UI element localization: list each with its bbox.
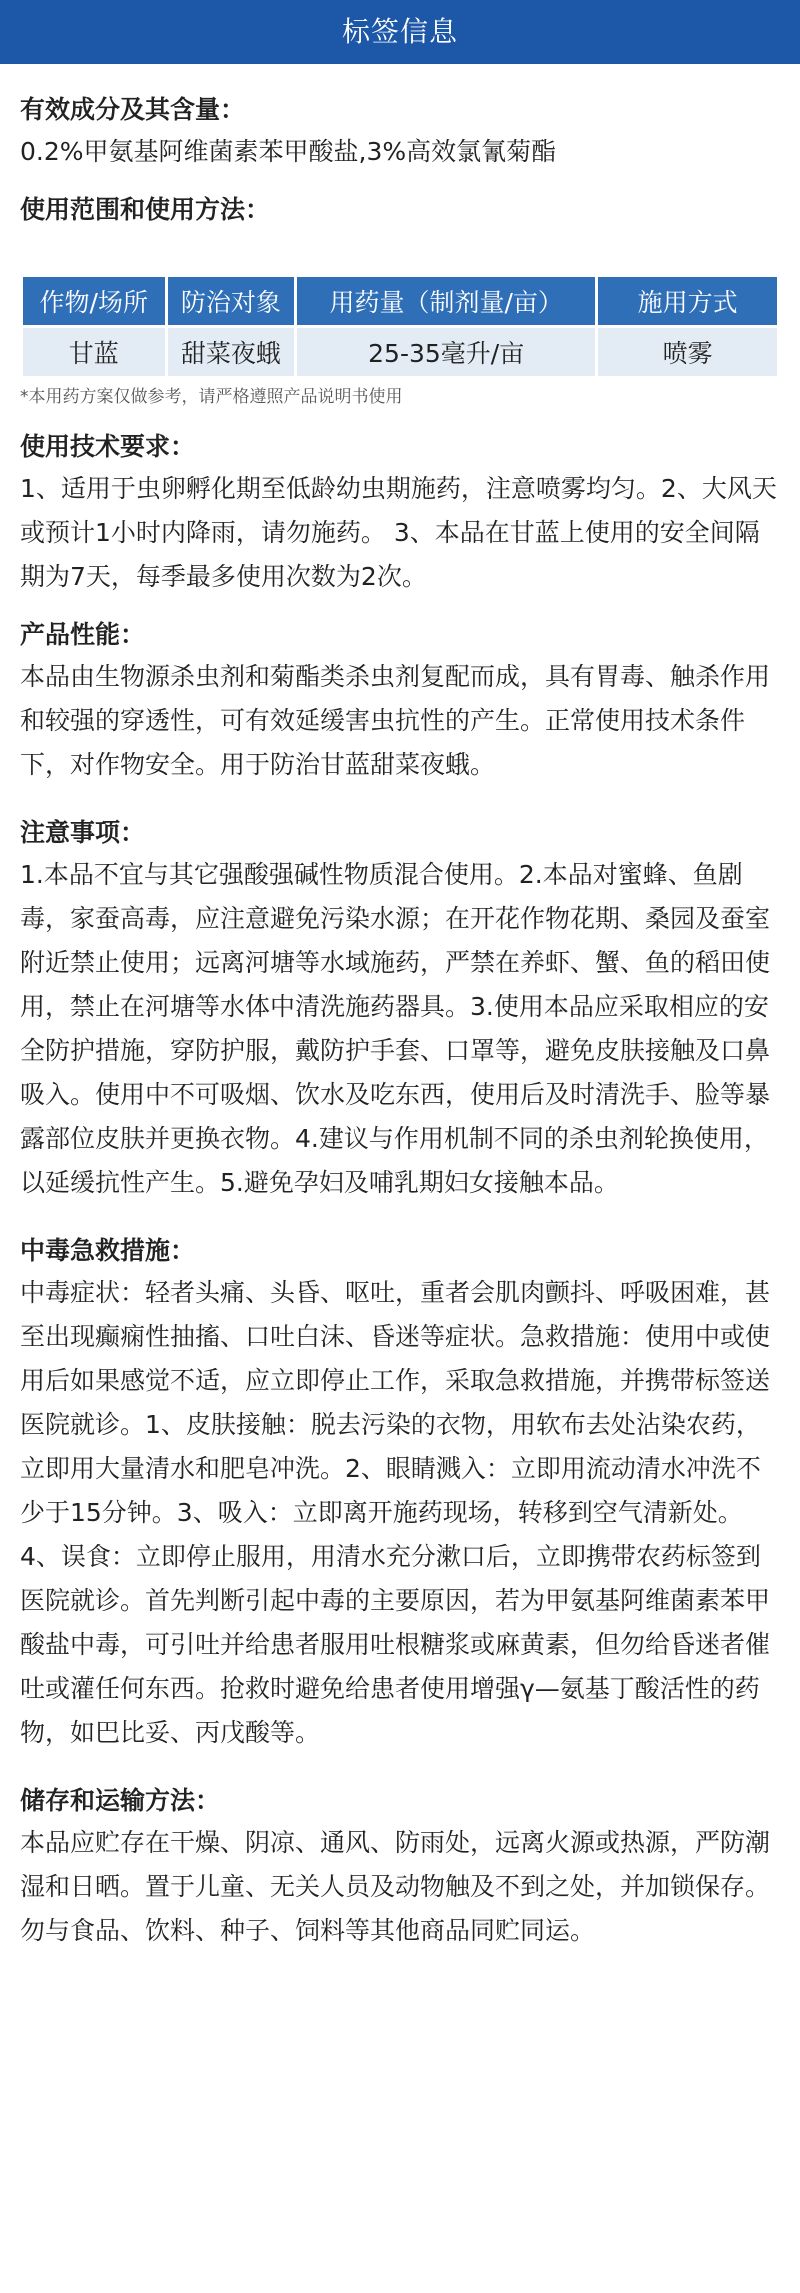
usage-table-header-row [23,277,777,325]
table-row [23,328,777,376]
performance-title: 产品性能： [20,620,146,649]
page-header [0,0,800,64]
usage-cell-method: 喷雾 [598,328,777,376]
firstaid-text: 中毒症状：轻者头痛、头昏、呕吐，重者会肌肉颤抖、呼吸困难，甚至出现癫痫性抽搐、口吐白沫、昏迷等症状。急救措施：使用中或使用后如果感觉不适，应立即停止工作，采取急救措施，并携带标签送医院就诊。1、皮肤接触：脱去污染的衣物，用软布去处沾染农药，立即用大量清水和肥皂冲洗。2、眼睛溅入：立即用流动清水冲洗不少于15分钟。3、吸入：立即离开施药现场，转移到空气清新处。4、误食：立即停止服用，用清水充分漱口后，立即携带农药标签到医院就诊。首先判断引起中毒的主要原因，若为甲氨基阿维菌素苯甲酸盐中毒，可引吐并给患者服用吐根糖浆或麻黄素，但勿给昏迷者催吐或灌任何东西。抢救时避免给患者使用增强γ—氨基丁酸活性的药物，如巴比妥、丙戊酸等。 [20,1278,771,1747]
usage-col-target: 防治对象 [168,277,295,325]
page-title: 标签信息 [341,15,458,48]
ingredients-title: 有效成分及其含量： [20,95,246,124]
cautions-text: 1.本品不宜与其它强酸强碱性物质混合使用。2.本品对蜜蜂、鱼剧毒，家蚕高毒，应注意避免污染水源；在开花作物花期、桑园及蚕室附近禁止使用；远离河塘等水域施药，严禁在养虾、蟹、鱼的稻田使用，禁止在河塘等水体中清洗施药器具。3.使用本品应采取相应的安全防护措施，穿防护服，戴防护手套、口罩等，避免皮肤接触及口鼻吸入。使用中不可吸烟、饮水及吃东西，使用后及时清洗手、脸等暴露部位皮肤并更换衣物。4.建议与作用机制不同的杀虫剂轮换使用，以延缓抗性产生。5.避免孕妇及哺乳期妇女接触本品。 [20,860,771,1197]
cautions-title: 注意事项： [20,818,146,847]
usage-table [20,274,780,379]
storage-title: 储存和运输方法： [20,1786,221,1815]
usage-cell-target: 甜菜夜蛾 [168,328,295,376]
firstaid-title: 中毒急救措施： [20,1236,196,1265]
ingredients-text: 0.2%甲氨基阿维菌素苯甲酸盐,3%高效氯氰菊酯 [20,137,557,166]
usage-cell-crop: 甘蓝 [23,328,165,376]
tech-title: 使用技术要求： [20,432,196,461]
tech-text: 1、适用于虫卵孵化期至低龄幼虫期施药，注意喷雾均匀。2、大风天或预计1小时内降雨，请勿施药。 3、本品在甘蓝上使用的安全间隔期为7天，每季最多使用次数为2次。 [20,474,777,591]
usage-col-dosage: 用药量（制剂量/亩） [297,277,595,325]
storage-text: 本品应贮存在干燥、阴凉、通风、防雨处，远离火源或热源，严防潮湿和日晒。置于儿童、无关人员及动物触及不到之处，并加锁保存。勿与食品、饮料、种子、饲料等其他商品同贮同运。 [20,1828,771,1945]
usage-note: *本用药方案仅做参考，请严格遵照产品说明书使用 [20,387,403,407]
usage-title: 使用范围和使用方法： [20,195,271,224]
performance-text: 本品由生物源杀虫剂和菊酯类杀虫剂复配而成，具有胃毒、触杀作用和较强的穿透性，可有效延缓害虫抗性的产生。正常使用技术条件下，对作物安全。用于防治甘蓝甜菜夜蛾。 [20,662,771,779]
label-content [0,64,800,1953]
usage-col-method: 施用方式 [598,277,777,325]
usage-col-crop: 作物/场所 [23,277,165,325]
usage-cell-dosage: 25-35毫升/亩 [297,328,595,376]
